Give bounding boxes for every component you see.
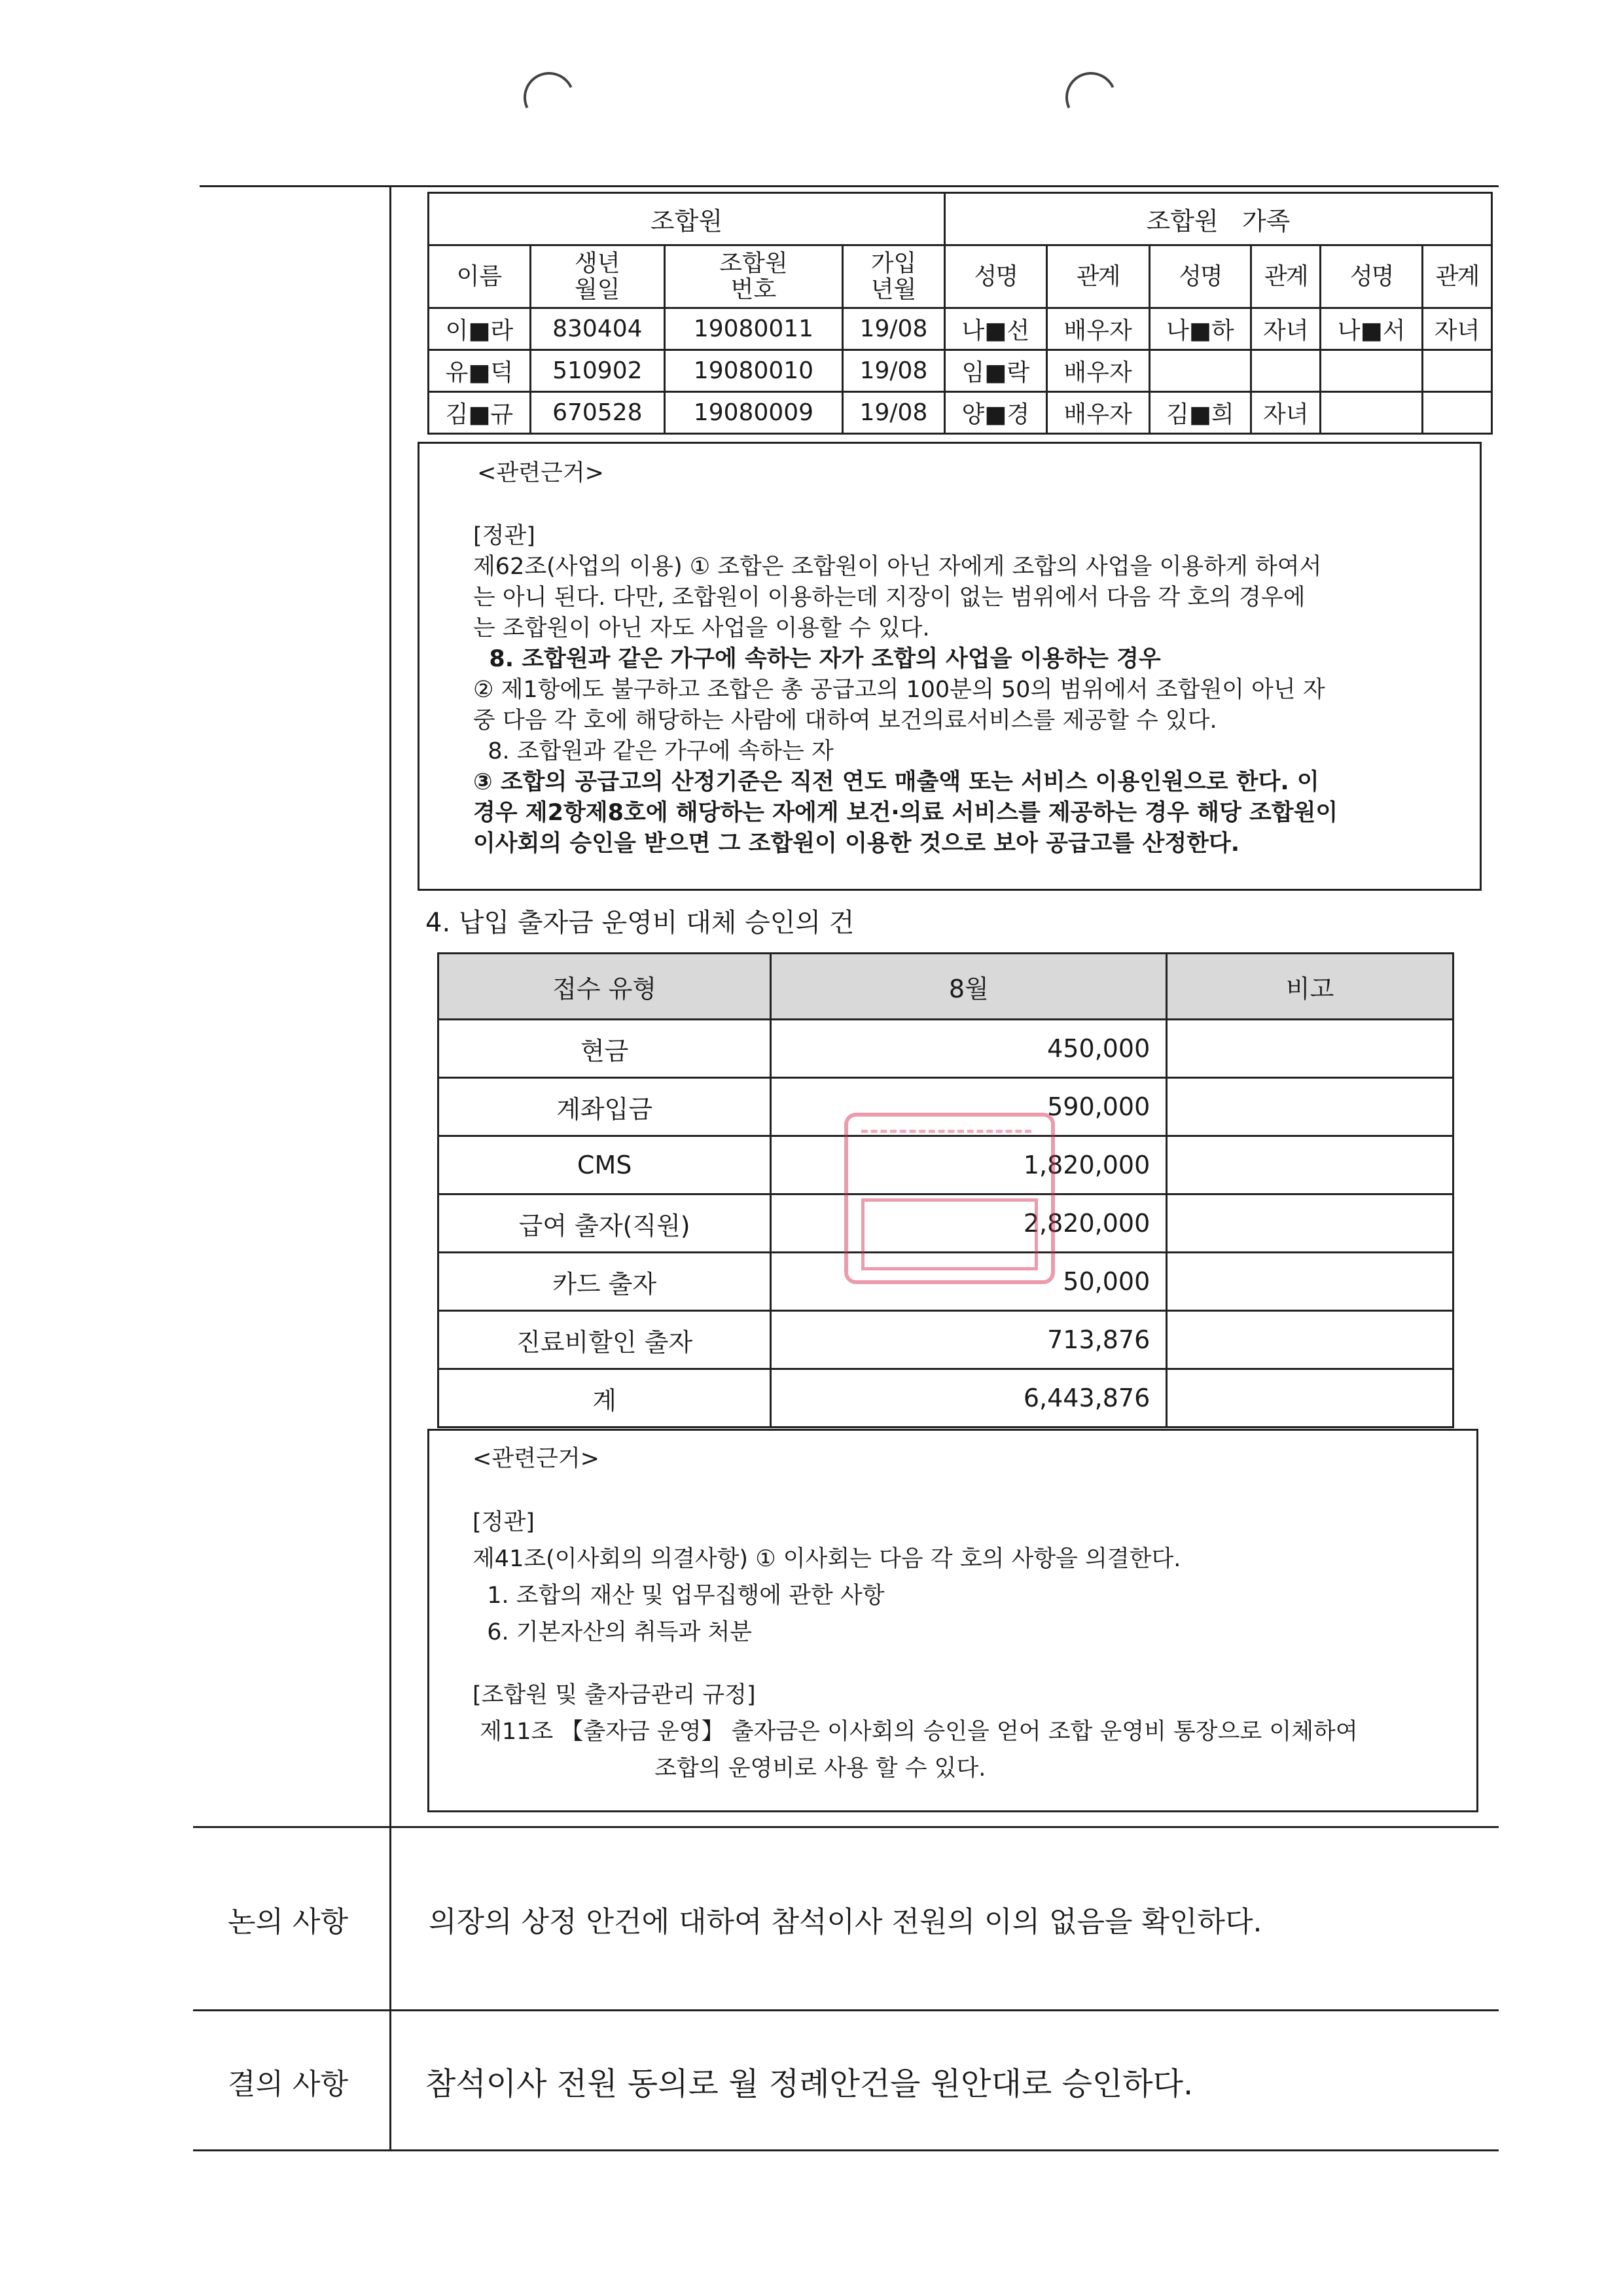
punch-hole-left [516, 65, 582, 130]
contribution-type: CMS [438, 1136, 771, 1194]
member-cell [1422, 350, 1491, 392]
member-cell [1321, 350, 1423, 392]
bottom-rule [193, 2149, 1499, 2151]
related-basis-box-2 [427, 1429, 1478, 1812]
contribution-note [1167, 1311, 1454, 1369]
contribution-type: 계 [438, 1369, 771, 1427]
basis-line: [조합원 및 출자금관리 규정] [473, 1682, 756, 1708]
member-col-header: 성명 [1149, 245, 1251, 308]
contribution-amount: 1,820,000 [771, 1136, 1167, 1194]
basis-line: ③ 조합의 공급고의 산정기준은 직전 연도 매출액 또는 서비스 이용인원으로 한다. 이 [473, 769, 1319, 795]
member-cell: 670528 [530, 392, 664, 434]
basis-title: <관련근거> [477, 460, 604, 486]
member-cell: 19/08 [843, 350, 945, 392]
member-cell: 임■락 [944, 350, 1046, 392]
contribution-amount: 50,000 [771, 1253, 1167, 1311]
contribution-note [1167, 1194, 1454, 1253]
basis-line: 8. 조합원과 같은 가구에 속하는 자가 조합의 사업을 이용하는 경우 [473, 646, 1161, 672]
member-col-header: 성명 [1321, 245, 1423, 308]
basis-line: 중 다음 각 호에 해당하는 사람에 대하여 보건의료서비스를 제공할 수 있다. [473, 708, 1217, 734]
contribution-type: 계좌입금 [438, 1078, 771, 1136]
member-cell [1321, 392, 1423, 434]
member-cell: 자녀 [1251, 392, 1321, 434]
contribution-row [438, 1020, 1454, 1078]
member-cell: 배우자 [1046, 350, 1149, 392]
basis-title: <관련근거> [473, 1446, 599, 1472]
contribution-type: 급여 출자(직원) [438, 1194, 771, 1253]
contribution-amount: 6,443,876 [771, 1369, 1167, 1427]
basis-text [473, 1504, 1358, 1787]
member-cell: 19080010 [664, 350, 842, 392]
basis-line: [정관] [473, 523, 535, 549]
basis-line: 6. 기본자산의 취득과 처분 [473, 1619, 753, 1645]
member-row [429, 350, 1492, 392]
contribution-row [438, 1369, 1454, 1427]
member-col-header: 조합원 번호 [664, 245, 842, 308]
member-col-header: 생년 월일 [530, 245, 664, 308]
member-cell: 19080009 [664, 392, 842, 434]
member-cell: 김■규 [429, 392, 531, 434]
member-cell: 830404 [530, 308, 664, 350]
member-cell: 19080011 [664, 308, 842, 350]
discussion-top-rule [193, 1826, 1499, 1828]
member-cell [1149, 350, 1251, 392]
member-cell: 나■서 [1321, 308, 1423, 350]
member-col-header: 가입 년월 [843, 245, 945, 308]
contribution-note [1167, 1253, 1454, 1311]
member-col-header: 이름 [429, 245, 531, 308]
top-rule [200, 185, 1499, 187]
contribution-note [1167, 1136, 1454, 1194]
family-group-header: 조합원 가족 [944, 193, 1491, 245]
basis-text [473, 521, 1338, 859]
member-cell: 나■선 [944, 308, 1046, 350]
basis-line: 는 아니 된다. 다만, 조합원이 이용하는데 지장이 없는 범위에서 다음 각 호의 경우에 [473, 584, 1306, 611]
basis-line: 이사회의 승인을 받으면 그 조합원이 이용한 것으로 보아 공급고를 산정한다. [473, 831, 1240, 857]
member-col-header: 관계 [1046, 245, 1149, 308]
contribution-type: 카드 출자 [438, 1253, 771, 1311]
member-cell [1422, 392, 1491, 434]
member-cell: 자녀 [1251, 308, 1321, 350]
contribution-note [1167, 1078, 1454, 1136]
basis-line [473, 1651, 1358, 1677]
basis-line: 경우 제2항제8호에 해당하는 자에게 보건·의료 서비스를 제공하는 경우 해당 조합원이 [473, 800, 1338, 826]
member-cell: 배우자 [1046, 392, 1149, 434]
contribution-note [1167, 1020, 1454, 1078]
contribution-amount: 713,876 [771, 1311, 1167, 1369]
resolution-top-rule [193, 2009, 1499, 2011]
contribution-amount: 590,000 [771, 1078, 1167, 1136]
basis-line: 조합의 운영비로 사용 할 수 있다. [473, 1755, 986, 1782]
member-table [427, 192, 1493, 435]
discussion-label: 논의 사항 [227, 1905, 348, 1939]
member-row [429, 308, 1492, 350]
basis-line: 1. 조합의 재산 및 업무집행에 관한 사항 [473, 1583, 885, 1609]
discussion-text: 의장의 상정 안건에 대하여 참석이사 전원의 이의 없음을 확인하다. [429, 1905, 1262, 1939]
resolution-label: 결의 사항 [227, 2068, 348, 2101]
related-basis-box-1 [418, 442, 1482, 891]
resolution-text: 참석이사 전원 동의로 월 정례안건을 원안대로 승인하다. [425, 2066, 1194, 2102]
member-col-header: 성명 [944, 245, 1046, 308]
contribution-type: 진료비할인 출자 [438, 1311, 771, 1369]
basis-line: [정관] [473, 1509, 535, 1535]
basis-line: ② 제1항에도 불구하고 조합은 총 공급고의 100분의 50의 범위에서 조합원이 아닌 자 [473, 677, 1325, 703]
member-cell: 510902 [530, 350, 664, 392]
contribution-col-header: 비고 [1167, 954, 1454, 1020]
basis-line: 는 조합원이 아닌 자도 사업을 이용할 수 있다. [473, 615, 930, 641]
member-col-header: 관계 [1422, 245, 1491, 308]
contribution-amount: 450,000 [771, 1020, 1167, 1078]
member-cell [1251, 350, 1321, 392]
basis-line: 제11조 【출자금 운영】 출자금은 이사회의 승인을 얻어 조합 운영비 통장으로 이체하여 [473, 1719, 1358, 1745]
member-cell: 양■경 [944, 392, 1046, 434]
contribution-col-header: 접수 유형 [438, 954, 771, 1020]
red-seal-stamp [844, 1113, 1055, 1284]
left-column-divider [389, 185, 391, 2150]
contribution-type: 현금 [438, 1020, 771, 1078]
basis-line: 8. 조합원과 같은 가구에 속하는 자 [473, 738, 834, 764]
member-col-header: 관계 [1251, 245, 1321, 308]
member-cell: 19/08 [843, 392, 945, 434]
contribution-note [1167, 1369, 1454, 1427]
contribution-col-header: 8월 [771, 954, 1167, 1020]
member-cell: 유■덕 [429, 350, 531, 392]
member-cell: 김■희 [1149, 392, 1251, 434]
member-cell: 배우자 [1046, 308, 1149, 350]
member-cell: 19/08 [843, 308, 945, 350]
punch-hole-right [1058, 65, 1124, 130]
basis-line: 제41조(이사회의 의결사항) ① 이사회는 다음 각 호의 사항을 의결한다. [473, 1546, 1181, 1572]
member-cell: 나■하 [1149, 308, 1251, 350]
contribution-amount: 2,820,000 [771, 1194, 1167, 1253]
member-cell: 자녀 [1422, 308, 1491, 350]
member-cell: 이■라 [429, 308, 531, 350]
contribution-row [438, 1311, 1454, 1369]
member-group-header: 조합원 [429, 193, 945, 245]
basis-line: 제62조(사업의 이용) ① 조합은 조합원이 아닌 자에게 조합의 사업을 이용하게 하여서 [473, 554, 1322, 580]
member-row [429, 392, 1492, 434]
section-4-title: 4. 납입 출자금 운영비 대체 승인의 건 [425, 908, 855, 938]
